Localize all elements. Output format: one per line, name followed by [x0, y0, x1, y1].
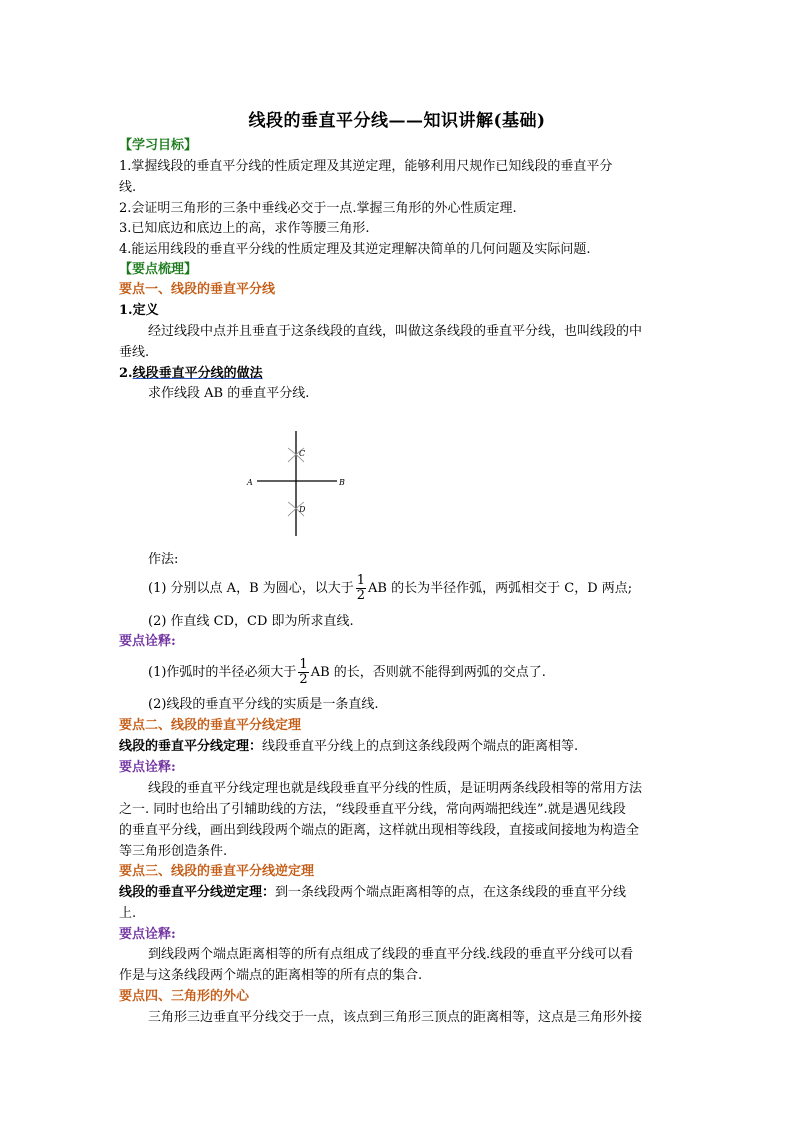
theorem-line: [119, 737, 679, 757]
goal-2: 2.会证明三角形的三条中垂线必交于一点.掌握三角形的外心性质定理.: [119, 201, 517, 216]
note-3-heading: 要点诠释:: [119, 927, 176, 942]
goal-1-line-b: 线.: [119, 180, 137, 195]
note-2-d: 等三角形创造条件.: [119, 844, 228, 859]
definition-heading: 1.定义: [119, 303, 159, 318]
construction-label: 作法:: [148, 552, 179, 567]
method-heading-line: [119, 364, 679, 384]
converse-line: [119, 883, 679, 903]
page-title: 线段的垂直平分线——知识讲解(基础): [248, 111, 546, 131]
fraction-numerator-2: 1: [299, 657, 308, 672]
fraction-numerator: 1: [356, 573, 366, 588]
step-1: [148, 572, 708, 606]
note-1-a-pre: (1)作弧时的半径必须大于: [148, 665, 297, 680]
method-heading: 线段垂直平分线的做法: [132, 366, 263, 381]
point-2-heading: 要点二、线段的垂直平分线定理: [119, 718, 302, 733]
label-b: B: [339, 478, 345, 487]
theorem-text: 线段垂直平分线上的点到这条线段两个端点的距离相等.: [262, 739, 579, 754]
note-1-b: (2)线段的垂直平分线的实质是一条直线.: [148, 697, 379, 712]
label-c: C: [299, 449, 306, 458]
fraction-one-half-2: [298, 658, 308, 687]
goal-1-line-a: 1.掌握线段的垂直平分线的性质定理及其逆定理，能够利用尺规作已知线段的垂直平分: [119, 159, 613, 174]
step-2: (2) 作直线 CD，CD 即为所求直线.: [148, 614, 354, 629]
note-1-a-post: AB 的长，否则就不能得到两弧的交点了.: [310, 665, 546, 680]
point-4-heading: 要点四、三角形的外心: [119, 989, 250, 1004]
note-2-a: 线段的垂直平分线定理也就是线段垂直平分线的性质，是证明两条线段相等的常用方法: [148, 781, 643, 796]
note-2-c: 的垂直平分线，画出到线段两个端点的距离，这样就出现相等线段，直接或间接地为构造全: [119, 823, 640, 838]
definition-text-a: 经过线段中点并且垂直于这条线段的直线，叫做这条线段的垂直平分线，也叫线段的中: [148, 324, 643, 339]
perpendicular-bisector-figure: [240, 428, 360, 540]
converse-text-a: 到一条线段两个端点距离相等的点，在这条线段的垂直平分线: [275, 885, 627, 900]
point-4-text: 三角形三边垂直平分线交于一点，该点到三角形三顶点的距离相等，这点是三角形外接: [148, 1010, 643, 1025]
label-d: D: [299, 505, 306, 514]
note-3-b: 作是与这条线段两个端点的距离相等的所有点的集合.: [119, 968, 423, 983]
step-1-pre: (1) 分别以点 A，B 为圆心，以大于: [148, 581, 354, 596]
note-2-heading: 要点诠释:: [119, 760, 176, 775]
label-a: A: [247, 478, 253, 487]
note-1-heading: 要点诠释:: [119, 634, 176, 649]
point-1-heading: 要点一、线段的垂直平分线: [119, 282, 276, 297]
converse-text-b: 上.: [119, 906, 137, 921]
fraction-one-half: [356, 574, 366, 603]
method-number: 2.: [119, 366, 133, 381]
goal-3: 3.已知底边和底边上的高，求作等腰三角形.: [119, 221, 370, 236]
point-3-heading: 要点三、线段的垂直平分线逆定理: [119, 864, 315, 879]
step-1-post: AB 的长为半径作弧，两弧相交于 C，D 两点;: [368, 581, 633, 596]
fraction-denominator: 2: [356, 588, 366, 603]
goals-heading: 【学习目标】: [119, 138, 198, 153]
theorem-label: 线段的垂直平分线定理：: [119, 739, 263, 754]
goal-4: 4.能运用线段的垂直平分线的性质定理及其逆定理解决简单的几何问题及实际问题.: [119, 242, 591, 257]
fraction-denominator-2: 2: [299, 672, 308, 687]
note-1-a: [148, 656, 708, 690]
converse-label: 线段的垂直平分线逆定理：: [119, 885, 276, 900]
note-3-a: 到线段两个端点距离相等的所有点组成了线段的垂直平分线.线段的垂直平分线可以看: [148, 947, 634, 962]
method-task: 求作线段 AB 的垂直平分线.: [148, 386, 310, 401]
definition-text-b: 垂线.: [119, 345, 150, 360]
note-2-b: 之一. 同时也给出了引辅助线的方法，“线段垂直平分线，常向两端把线连”.就是遇见线段: [119, 802, 626, 817]
points-heading: 【要点梳理】: [119, 262, 198, 277]
